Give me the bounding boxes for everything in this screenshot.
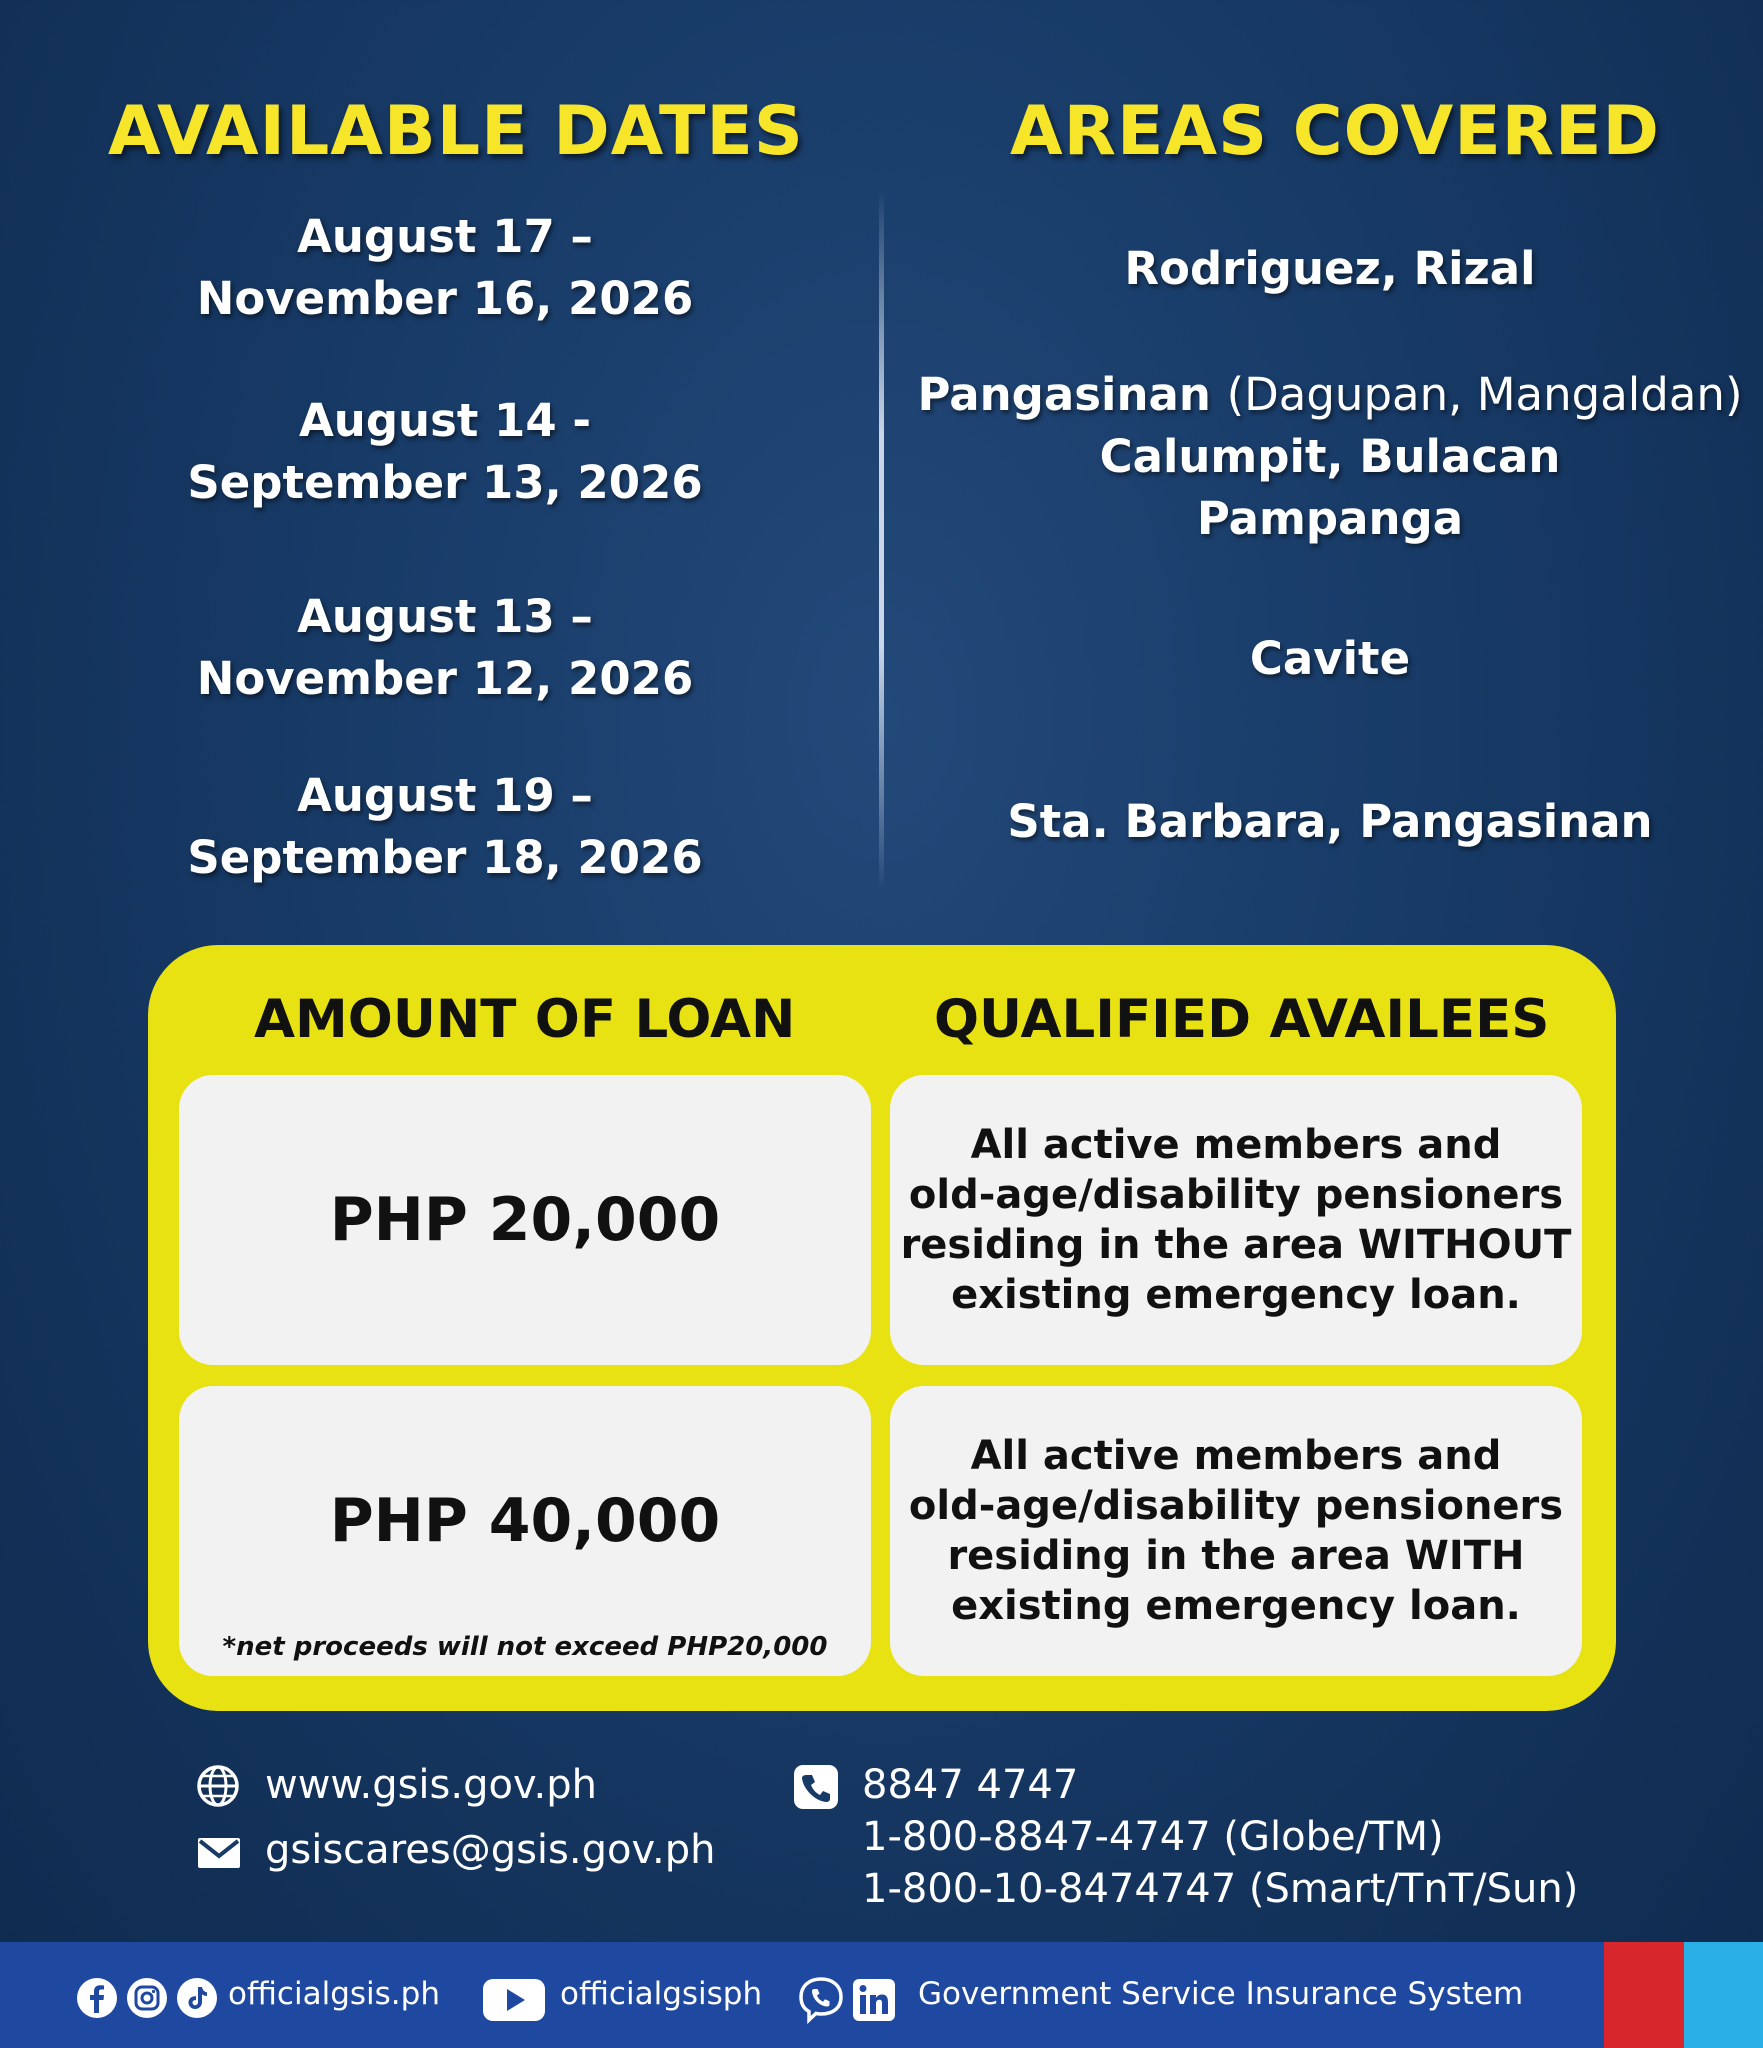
availees-description [901,1120,1572,1320]
date-range-4 [60,765,830,889]
area-2-towns: (Dagupan, Mangaldan) [1226,368,1743,421]
loan-amount: PHP 20,000 [329,1185,721,1255]
date-end: September 18, 2026 [187,831,703,884]
areas-covered-heading: AREAS COVERED [1010,92,1660,171]
availees-card-2 [890,1386,1582,1676]
area-2-province: Pangasinan [917,368,1211,421]
email-link[interactable]: gsiscares@gsis.gov.ph [265,1827,716,1873]
area-2-line2: Calumpit, Bulacan [1099,430,1561,483]
date-range-2 [60,390,830,514]
social-handle-2[interactable]: officialgsisph [560,1976,763,2012]
available-dates-heading: AVAILABLE DATES [108,92,804,171]
date-start: August 14 - [298,394,592,447]
desc-line: All active members and [970,1433,1502,1479]
viber-icon[interactable] [798,1976,844,2028]
desc-line: existing emergency loan. [951,1583,1521,1629]
area-4: Sta. Barbara, Pangasinan [1007,795,1653,848]
phone-number-2[interactable]: 1-800-8847-4747 (Globe/TM) [862,1814,1444,1860]
area-2 [880,364,1763,550]
desc-line: existing emergency loan. [951,1272,1521,1318]
desc-line: All active members and [970,1122,1502,1168]
desc-line: old-age/disability pensioners [908,1483,1564,1529]
tiktok-icon[interactable] [176,1977,218,2023]
phone-number-1[interactable]: 8847 4747 [862,1762,1079,1808]
youtube-icon[interactable] [482,1978,546,2026]
date-start: August 13 – [297,590,593,643]
date-start: August 17 – [297,210,593,263]
date-range-1 [60,206,830,330]
facebook-icon[interactable] [76,1977,118,2023]
phone-number-3[interactable]: 1-800-10-8474747 (Smart/TnT/Sun) [862,1866,1579,1912]
qualified-availees-heading: QUALIFIED AVAILEES [934,989,1550,1050]
desc-line: residing in the area WITHOUT [900,1222,1572,1268]
date-end: November 16, 2026 [196,272,694,325]
date-end: September 13, 2026 [187,456,703,509]
loan-amount-card-1 [179,1075,871,1365]
date-range-3 [60,586,830,710]
net-proceeds-note: *net proceeds will not exceed PHP20,000 [222,1632,828,1662]
area-2-line3: Pampanga [1196,492,1464,545]
date-start: August 19 – [297,769,593,822]
website-link[interactable]: www.gsis.gov.ph [265,1762,597,1808]
blue-accent-stripe [1684,1942,1763,2048]
phone-icon [793,1764,839,1814]
area-2-line1 [880,364,1763,426]
loan-amount-card-2 [179,1386,871,1676]
globe-icon [196,1764,240,1812]
social-handle-1[interactable]: officialgsis.ph [228,1976,440,2012]
red-accent-stripe [1604,1942,1684,2048]
social-footer-bar [0,1942,1763,2048]
availees-card-1 [890,1075,1582,1365]
amount-of-loan-heading: AMOUNT OF LOAN [254,989,796,1050]
desc-line: old-age/disability pensioners [908,1172,1564,1218]
area-3: Cavite [1249,632,1411,685]
linkedin-icon[interactable] [852,1978,896,2026]
loan-panel [148,945,1616,1711]
instagram-icon[interactable] [126,1977,168,2023]
desc-line: residing in the area WITH [947,1533,1525,1579]
organization-name: Government Service Insurance System [918,1976,1524,2012]
loan-amount: PHP 40,000 [329,1486,721,1556]
date-end: November 12, 2026 [196,652,694,705]
availees-description [909,1431,1563,1631]
area-1: Rodriguez, Rizal [1124,242,1536,295]
mail-icon [196,1836,242,1874]
